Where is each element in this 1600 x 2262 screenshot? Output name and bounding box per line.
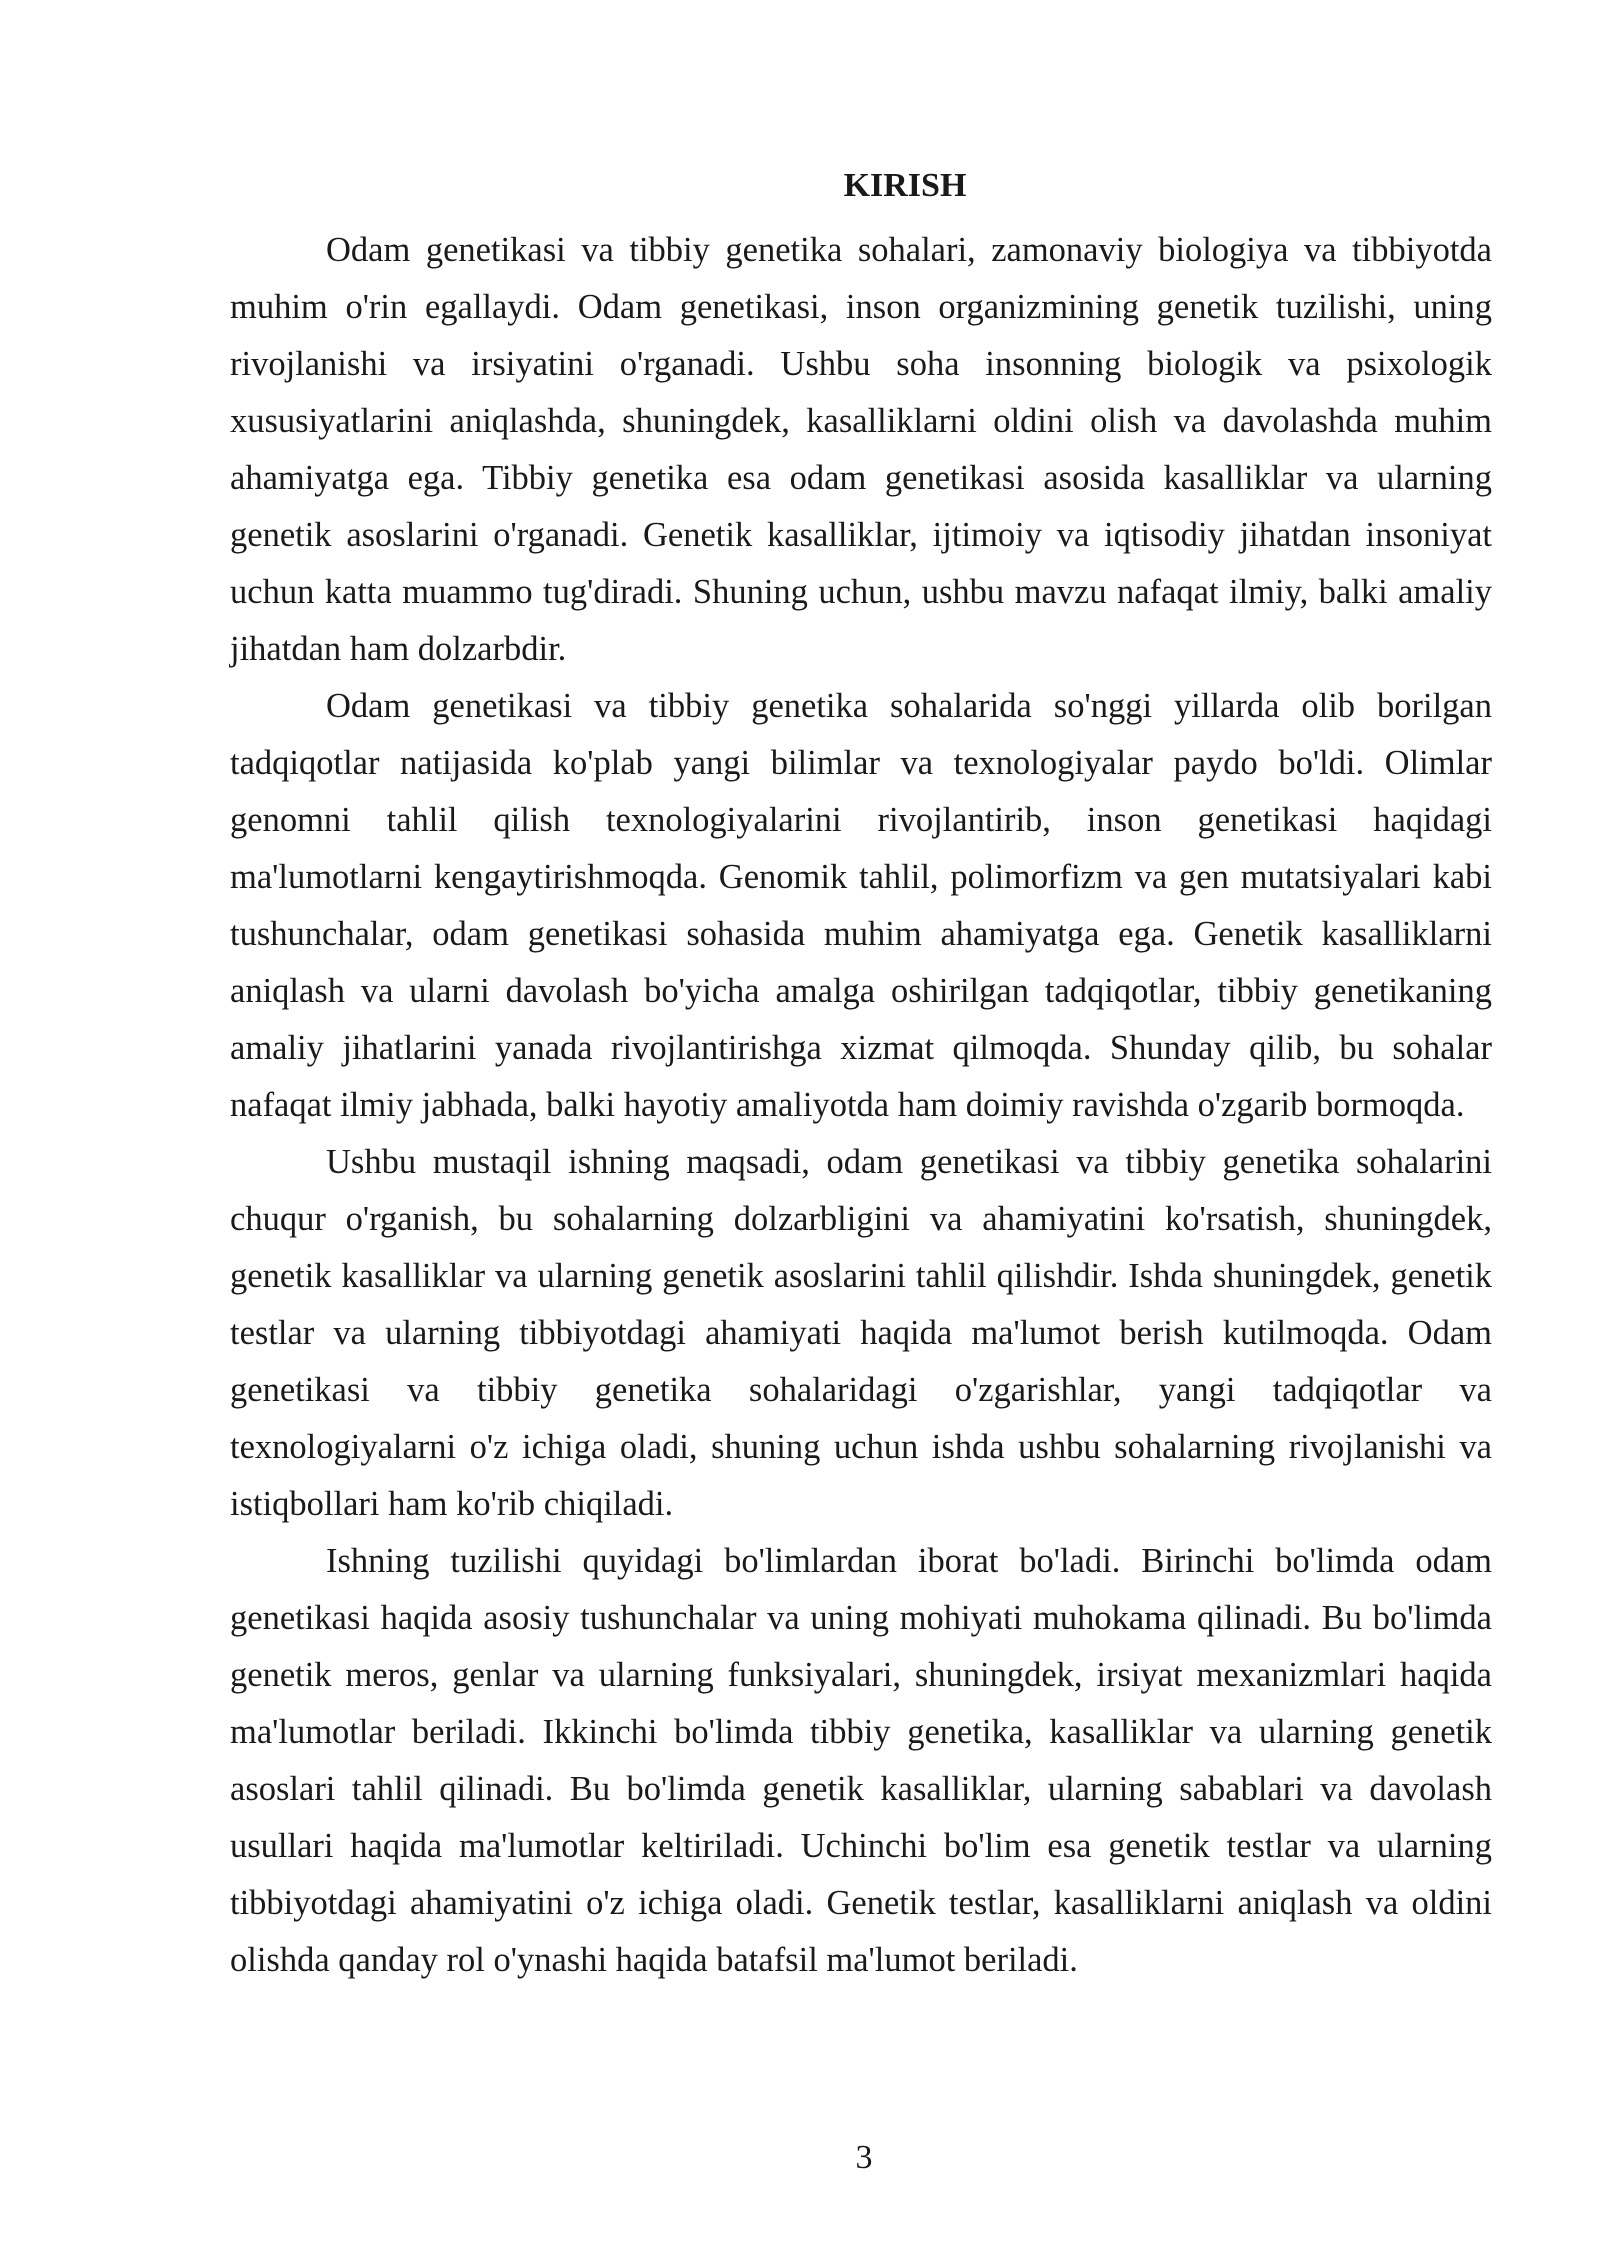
paragraph-work-goal: Ushbu mustaqil ishning maqsadi, odam genetikasi va tibbiy genetika sohalarini chuqur o'rganish, bu sohalarning dolzarbligini va ahamiyatini ko'rsatish, shuningdek, genetik kasalliklar va ularning genetik asoslarini tahlil qilishdir. Ishda shuningdek, genetik testlar va ularning tibbiyotdagi ahamiyati haqida ma'lumot berish kutilmoqda. Odam genetikasi va tibbiy genetika sohalaridagi o'zgarishlar, yangi tadqiqotlar va texnologiyalarni o'z ichiga oladi, shuning uchun ishda ushbu sohalarning rivojlanishi va istiqbollari ham ko'rib chiqiladi. [230, 1143, 1492, 1523]
paragraph-work-structure: Ishning tuzilishi quyidagi bo'limlardan iborat bo'ladi. Birinchi bo'limda odam genetikasi haqida asosiy tushunchalar va uning mohiyati muhokama qilinadi. Bu bo'limda genetik meros, genlar va ularning funksiyalari, shuningdek, irsiyat mexanizmlari haqida ma'lumotlar beriladi. Ikkinchi bo'limda tibbiy genetika, kasalliklar va ularning genetik asoslari tahlil qilinadi. Bu bo'limda genetik kasalliklar, ularning sabablari va davolash usullari haqida ma'lumotlar keltiriladi. Uchinchi bo'lim esa genetik testlar va ularning tibbiyotdagi ahamiyatini o'z ichiga oladi. Genetik testlar, kasalliklarni aniqlash va oldini olishda qanday rol o'ynashi haqida batafsil ma'lumot beriladi. [230, 1542, 1492, 1979]
section-title: KIRISH [843, 167, 967, 204]
page-content [230, 158, 1492, 1989]
paragraph-introduction: Odam genetikasi va tibbiy genetika sohalari, zamonaviy biologiya va tibbiyotda muhim o'rin egallaydi. Odam genetikasi, inson organizmining genetik tuzilishi, uning rivojlanishi va irsiyatini o'rganadi. Ushbu soha insonning biologik va psixologik xususiyatlarini aniqlashda, shuningdek, kasalliklarni oldini olish va davolashda muhim ahamiyatga ega. Tibbiy genetika esa odam genetikasi asosida kasalliklar va ularning genetik asoslarini o'rganadi. Genetik kasalliklar, ijtimoiy va iqtisodiy jihatdan insoniyat uchun katta muammo tug'diradi. Shuning uchun, ushbu mavzu nafaqat ilmiy, balki amaliy jihatdan ham dolzarbdir. [230, 231, 1492, 668]
page-number: 3 [855, 2139, 873, 2176]
paragraph-research-advances: Odam genetikasi va tibbiy genetika sohalarida so'nggi yillarda olib borilgan tadqiqotlar natijasida ko'plab yangi bilimlar va texnologiyalar paydo bo'ldi. Olimlar genomni tahlil qilish texnologiyalarini rivojlantirib, inson genetikasi haqidagi ma'lumotlarni kengaytirishmoqda. Genomik tahlil, polimorfizm va gen mutatsiyalari kabi tushunchalar, odam genetikasi sohasida muhim ahamiyatga ega. Genetik kasalliklarni aniqlash va ularni davolash bo'yicha amalga oshirilgan tadqiqotlar, tibbiy genetikaning amaliy jihatlarini yanada rivojlantirishga xizmat qilmoqda. Shunday qilib, bu sohalar nafaqat ilmiy jabhada, balki hayotiy amaliyotda ham doimiy ravishda o'zgarib bormoqda. [230, 687, 1492, 1124]
